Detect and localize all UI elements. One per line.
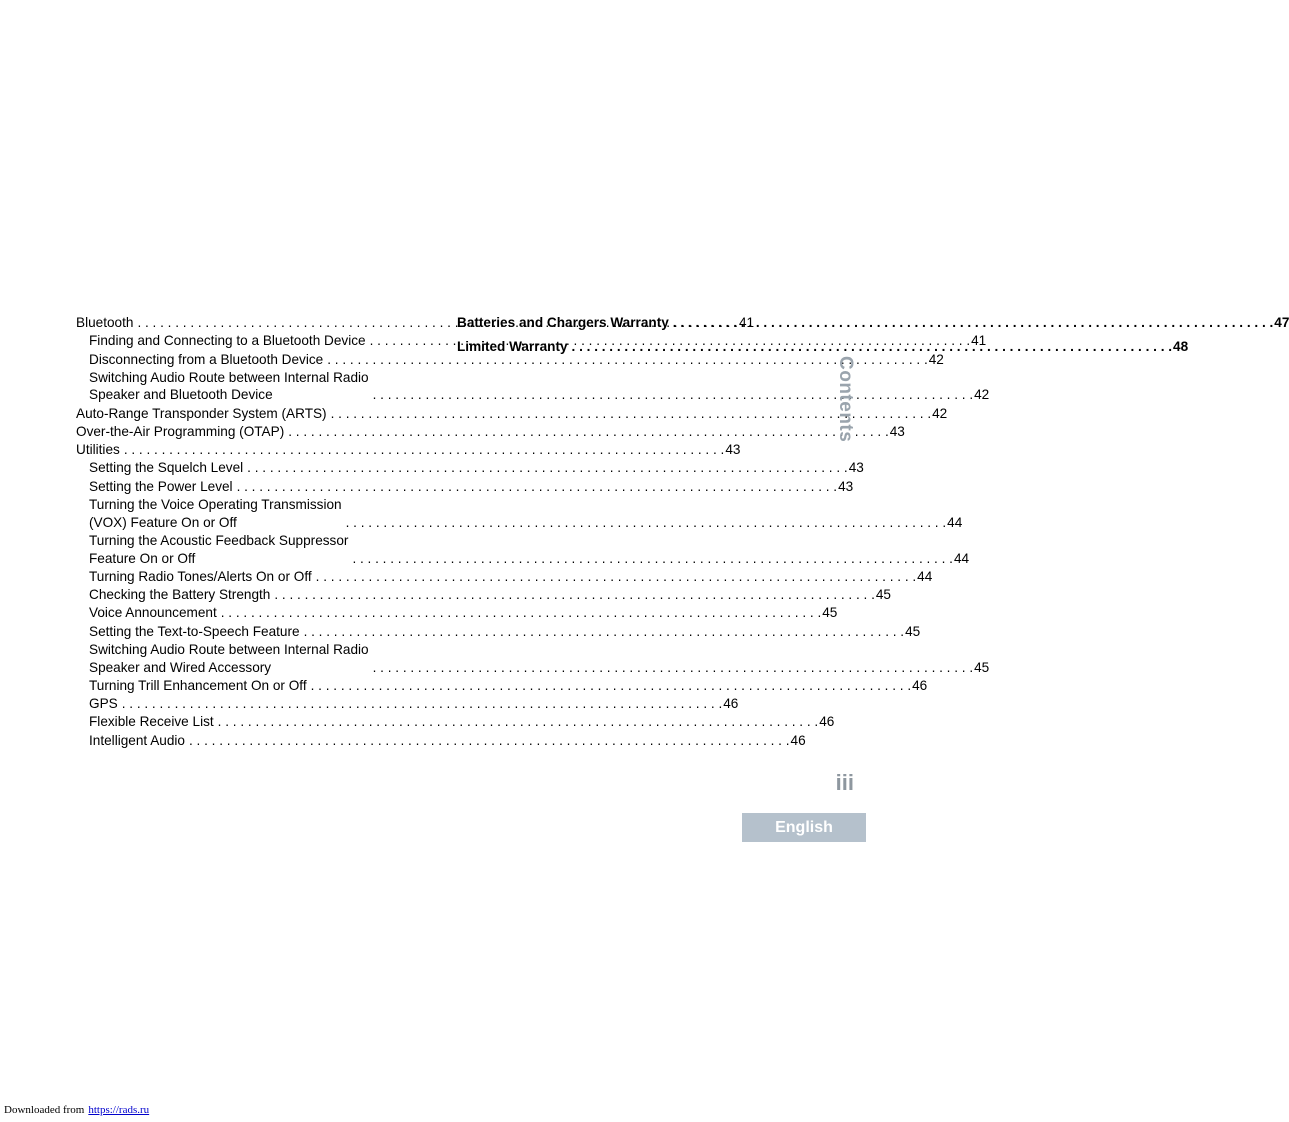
toc-entry-page: 42 [928, 351, 944, 367]
toc-entry[interactable] [76, 713, 835, 731]
toc-entry[interactable] [76, 478, 854, 496]
toc-entry[interactable] [76, 732, 806, 750]
toc-entry-label: Bluetooth [76, 315, 134, 330]
toc-entry-page: 46 [790, 732, 806, 748]
toc-entry[interactable] [457, 314, 1289, 338]
toc-entry-label: Batteries and Chargers Warranty [457, 315, 669, 330]
toc-entry-page: 47 [1274, 315, 1289, 330]
toc-entry-page: 43 [838, 478, 854, 494]
toc-entry[interactable] [76, 568, 933, 586]
toc-entry-label-line: (VOX) Feature On or Off [89, 514, 237, 530]
toc-entry-label-line: Speaker and Bluetooth Device [89, 387, 273, 403]
footer-link[interactable]: https://rads.ru [88, 1104, 150, 1116]
toc-entry-page: 44 [953, 550, 970, 566]
toc-entry-label: Checking the Battery Strength [89, 587, 271, 603]
dot-leader [218, 713, 819, 731]
dot-leader [311, 677, 912, 695]
toc-entry-page: 43 [725, 442, 741, 458]
dot-leader [189, 732, 790, 750]
footer-text: Downloaded from [4, 1104, 85, 1116]
toc-entry-label-line: Switching Audio Route between Internal Radio [89, 641, 369, 657]
toc-entry-page: 44 [917, 568, 933, 584]
dot-leader [572, 338, 1173, 356]
toc-entry-page: 42 [974, 387, 990, 403]
toc-entry-page: 43 [889, 423, 905, 439]
toc-entry[interactable] [76, 405, 948, 423]
dot-leader [247, 459, 848, 477]
toc-entry[interactable] [76, 459, 864, 477]
toc-entry[interactable] [76, 695, 739, 713]
toc-entry[interactable] [76, 441, 741, 459]
toc-entry-page: 45 [974, 659, 990, 675]
toc-entry-label [89, 369, 369, 404]
toc-entry[interactable] [76, 369, 990, 404]
dot-leader [373, 659, 974, 677]
toc-entry-page: 46 [819, 714, 835, 730]
toc-entry-page: 46 [723, 696, 739, 712]
toc-entry-page: 41 [971, 333, 987, 349]
toc-entry-page: 44 [947, 514, 963, 530]
dot-leader [221, 604, 822, 622]
toc-entry[interactable] [76, 677, 928, 695]
toc-entry-page: 48 [1173, 339, 1189, 354]
toc-entry[interactable] [76, 423, 905, 441]
toc-entry[interactable] [76, 623, 921, 641]
toc-entry-label-line: Speaker and Wired Accessory [89, 659, 272, 675]
toc-entry-page: 42 [932, 405, 948, 421]
toc-entry-label [89, 641, 369, 676]
page-number: iii [835, 770, 854, 795]
toc-entry-label: Limited Warranty [457, 339, 568, 354]
toc-entry-label: Setting the Text-to-Speech Feature [89, 623, 300, 639]
toc-entry-label: Auto-Range Transponder System (ARTS) [76, 405, 327, 421]
toc-entry[interactable] [76, 641, 990, 676]
toc-entry-label: Over-the-Air Programming (OTAP) [76, 423, 285, 439]
toc-entry-page: 45 [875, 587, 891, 603]
toc-entry-label: Utilities [76, 442, 120, 458]
toc-entry-label: Turning Radio Tones/Alerts On or Off [89, 568, 312, 584]
toc-entry[interactable] [76, 532, 970, 567]
toc-entry-label: Finding and Connecting to a Bluetooth Device [89, 333, 366, 349]
dot-leader [122, 695, 723, 713]
toc-entry[interactable] [76, 604, 838, 622]
toc-entry-label: Flexible Receive List [89, 714, 214, 730]
toc-entry-label: GPS [89, 696, 118, 712]
toc-entry-label-line: Turning the Acoustic Feedback Suppressor [89, 532, 349, 548]
toc-entry-label-line: Feature On or Off [89, 550, 196, 566]
dot-leader [673, 314, 1274, 332]
dot-leader [304, 623, 905, 641]
toc-entry-label-line: Turning the Voice Operating Transmission [89, 496, 342, 512]
toc-entry-label [89, 532, 348, 567]
toc-entry-page: 41 [738, 315, 755, 330]
toc-entry-label: Disconnecting from a Bluetooth Device [89, 351, 324, 367]
dot-leader [352, 550, 953, 568]
toc-entry-label: Setting the Power Level [89, 478, 233, 494]
toc-entry-label [89, 496, 342, 531]
download-footer [4, 1104, 173, 1116]
dot-leader [316, 568, 917, 586]
language-tab: English [742, 813, 866, 842]
toc-entry-page: 46 [912, 677, 928, 693]
dot-leader [237, 478, 838, 496]
toc-entry-label: Setting the Squelch Level [89, 460, 244, 476]
dot-leader [124, 441, 725, 459]
toc-entry-page: 45 [905, 623, 921, 639]
toc-entry-label-line: Switching Audio Route between Internal Radio [89, 369, 369, 385]
toc-entry[interactable] [76, 586, 891, 604]
dot-leader [288, 423, 889, 441]
toc-entry-label: Intelligent Audio [89, 732, 185, 748]
toc-entry-label: Turning Trill Enhancement On or Off [89, 677, 307, 693]
toc-entry-page: 43 [848, 460, 864, 476]
dot-leader [346, 514, 947, 532]
toc-entry[interactable] [76, 496, 963, 531]
dot-leader [274, 586, 875, 604]
toc-entry-label: Voice Announcement [89, 605, 217, 621]
section-title-vertical: Contents [835, 356, 856, 443]
dot-leader [373, 386, 974, 404]
toc-entry[interactable] [76, 351, 944, 369]
toc-entry-page: 45 [822, 605, 838, 621]
